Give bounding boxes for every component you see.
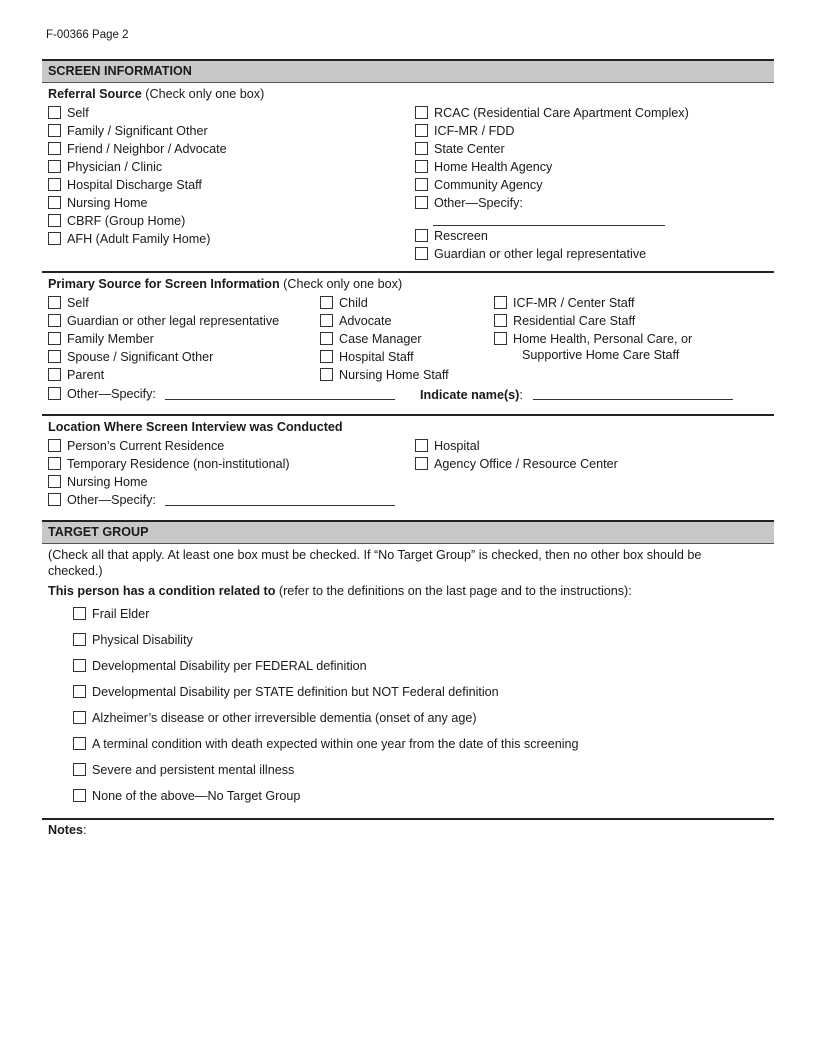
checkbox[interactable] [415, 178, 428, 191]
checkbox[interactable] [48, 296, 61, 309]
target-instructions-line1: (Check all that apply. At least one box must be checked. If “No Target Group” is checked, then no other box should be [48, 548, 702, 562]
checkbox[interactable] [415, 196, 428, 209]
checkbox[interactable] [494, 332, 507, 345]
checkbox[interactable] [73, 711, 86, 724]
location-option[interactable]: Temporary Residence (non-institutional) [48, 457, 290, 472]
referral-option[interactable]: Family / Significant Other [48, 124, 208, 139]
checkbox[interactable] [415, 457, 428, 470]
target-option[interactable]: Developmental Disability per STATE definition but NOT Federal definition [73, 685, 499, 700]
checkbox[interactable] [48, 124, 61, 137]
checkbox[interactable] [48, 350, 61, 363]
indicate-names-field[interactable] [533, 399, 733, 400]
target-option[interactable]: A terminal condition with death expected within one year from the date of this screening [73, 737, 579, 752]
referral-option[interactable]: ICF-MR / FDD [415, 124, 514, 139]
section-divider [42, 414, 774, 416]
referral-option[interactable]: Self [48, 106, 89, 121]
checkbox[interactable] [73, 633, 86, 646]
checkbox[interactable] [320, 314, 333, 327]
notes-title: Notes: [48, 823, 87, 837]
primary-option[interactable]: Family Member [48, 332, 154, 347]
checkbox[interactable] [415, 160, 428, 173]
checkbox[interactable] [320, 296, 333, 309]
checkbox[interactable] [415, 124, 428, 137]
referral-option[interactable]: Nursing Home [48, 196, 148, 211]
referral-other-specify-field[interactable] [433, 225, 665, 226]
checkbox[interactable] [73, 789, 86, 802]
referral-option[interactable]: AFH (Adult Family Home) [48, 232, 210, 247]
checkbox[interactable] [48, 314, 61, 327]
location-title: Location Where Screen Interview was Conducted [48, 420, 343, 434]
target-option[interactable]: Frail Elder [73, 607, 149, 622]
referral-option-other[interactable]: Other—Specify: [415, 196, 523, 211]
screen-information-header: SCREEN INFORMATION [42, 59, 774, 83]
checkbox[interactable] [73, 659, 86, 672]
checkbox[interactable] [48, 493, 61, 506]
checkbox[interactable] [320, 332, 333, 345]
primary-option[interactable]: Case Manager [320, 332, 422, 347]
target-option[interactable]: Developmental Disability per FEDERAL definition [73, 659, 367, 674]
checkbox[interactable] [48, 106, 61, 119]
target-option[interactable]: Physical Disability [73, 633, 193, 648]
primary-option[interactable]: Home Health, Personal Care, or [494, 332, 692, 347]
referral-option[interactable]: Hospital Discharge Staff [48, 178, 202, 193]
checkbox[interactable] [73, 607, 86, 620]
referral-option[interactable]: Physician / Clinic [48, 160, 162, 175]
location-option-other[interactable]: Other—Specify: [48, 493, 156, 508]
notes-label: Notes [48, 823, 83, 837]
checkbox[interactable] [320, 368, 333, 381]
checkbox[interactable] [48, 439, 61, 452]
checkbox[interactable] [48, 457, 61, 470]
checkbox[interactable] [48, 160, 61, 173]
form-number: F-00366 Page 2 [46, 29, 129, 41]
referral-option[interactable]: Guardian or other legal representative [415, 247, 646, 262]
checkbox[interactable] [48, 368, 61, 381]
notes-area[interactable] [42, 842, 774, 1032]
checkbox[interactable] [415, 106, 428, 119]
primary-option[interactable]: ICF-MR / Center Staff [494, 296, 635, 311]
primary-option[interactable]: Advocate [320, 314, 392, 329]
location-option[interactable]: Nursing Home [48, 475, 148, 490]
checkbox[interactable] [48, 332, 61, 345]
checkbox[interactable] [415, 247, 428, 260]
primary-option[interactable]: Spouse / Significant Other [48, 350, 213, 365]
referral-option[interactable]: Rescreen [415, 229, 488, 244]
primary-option[interactable]: Guardian or other legal representative [48, 314, 279, 329]
target-option-none[interactable]: None of the above—No Target Group [73, 789, 300, 804]
referral-source-title [48, 87, 264, 101]
referral-source-note: (Check only one box) [141, 87, 265, 101]
condition-prompt: This person has a condition related to (refer to the definitions on the last page and to the instructions): [48, 584, 632, 598]
checkbox[interactable] [48, 178, 61, 191]
primary-other-specify-field[interactable] [165, 399, 395, 400]
location-other-specify-field[interactable] [165, 505, 395, 506]
primary-source-label: Primary Source for Screen Information [48, 277, 280, 291]
location-option[interactable]: Person’s Current Residence [48, 439, 224, 454]
checkbox[interactable] [73, 685, 86, 698]
checkbox[interactable] [415, 439, 428, 452]
checkbox[interactable] [320, 350, 333, 363]
checkbox[interactable] [48, 214, 61, 227]
target-option[interactable]: Alzheimer’s disease or other irreversible dementia (onset of any age) [73, 711, 477, 726]
primary-option[interactable]: Residential Care Staff [494, 314, 635, 329]
indicate-names: Indicate name(s): [420, 388, 523, 402]
primary-source-note: (Check only one box) [279, 277, 403, 291]
referral-option[interactable]: State Center [415, 142, 505, 157]
referral-option[interactable]: Home Health Agency [415, 160, 552, 175]
checkbox[interactable] [73, 763, 86, 776]
primary-option[interactable]: Child [320, 296, 368, 311]
referral-option[interactable]: CBRF (Group Home) [48, 214, 185, 229]
checkbox[interactable] [494, 314, 507, 327]
checkbox[interactable] [415, 229, 428, 242]
referral-source-label: Referral Source [48, 87, 142, 101]
checkbox[interactable] [494, 296, 507, 309]
indicate-names-label: Indicate name(s) [420, 388, 520, 402]
primary-option-other[interactable]: Other—Specify: [48, 387, 156, 402]
location-option[interactable]: Hospital [415, 439, 480, 454]
location-option[interactable]: Agency Office / Resource Center [415, 457, 618, 472]
checkbox[interactable] [48, 387, 61, 400]
checkbox[interactable] [48, 142, 61, 155]
primary-source-title [48, 277, 402, 291]
section-divider [42, 818, 774, 820]
target-instructions-line2: checked.) [48, 564, 103, 578]
checkbox[interactable] [415, 142, 428, 155]
checkbox[interactable] [73, 737, 86, 750]
target-group-header: TARGET GROUP [42, 520, 774, 544]
primary-option[interactable]: Hospital Staff [320, 350, 414, 365]
section-divider [42, 271, 774, 273]
referral-option[interactable]: RCAC (Residential Care Apartment Complex) [415, 106, 689, 121]
checkbox[interactable] [48, 196, 61, 209]
referral-option[interactable]: Community Agency [415, 178, 543, 193]
primary-option[interactable]: Parent [48, 368, 104, 383]
primary-option[interactable]: Self [48, 296, 89, 311]
checkbox[interactable] [48, 475, 61, 488]
referral-option[interactable]: Friend / Neighbor / Advocate [48, 142, 227, 157]
target-option[interactable]: Severe and persistent mental illness [73, 763, 294, 778]
checkbox[interactable] [48, 232, 61, 245]
primary-option-continuation: Supportive Home Care Staff [522, 348, 680, 362]
primary-option[interactable]: Nursing Home Staff [320, 368, 449, 383]
